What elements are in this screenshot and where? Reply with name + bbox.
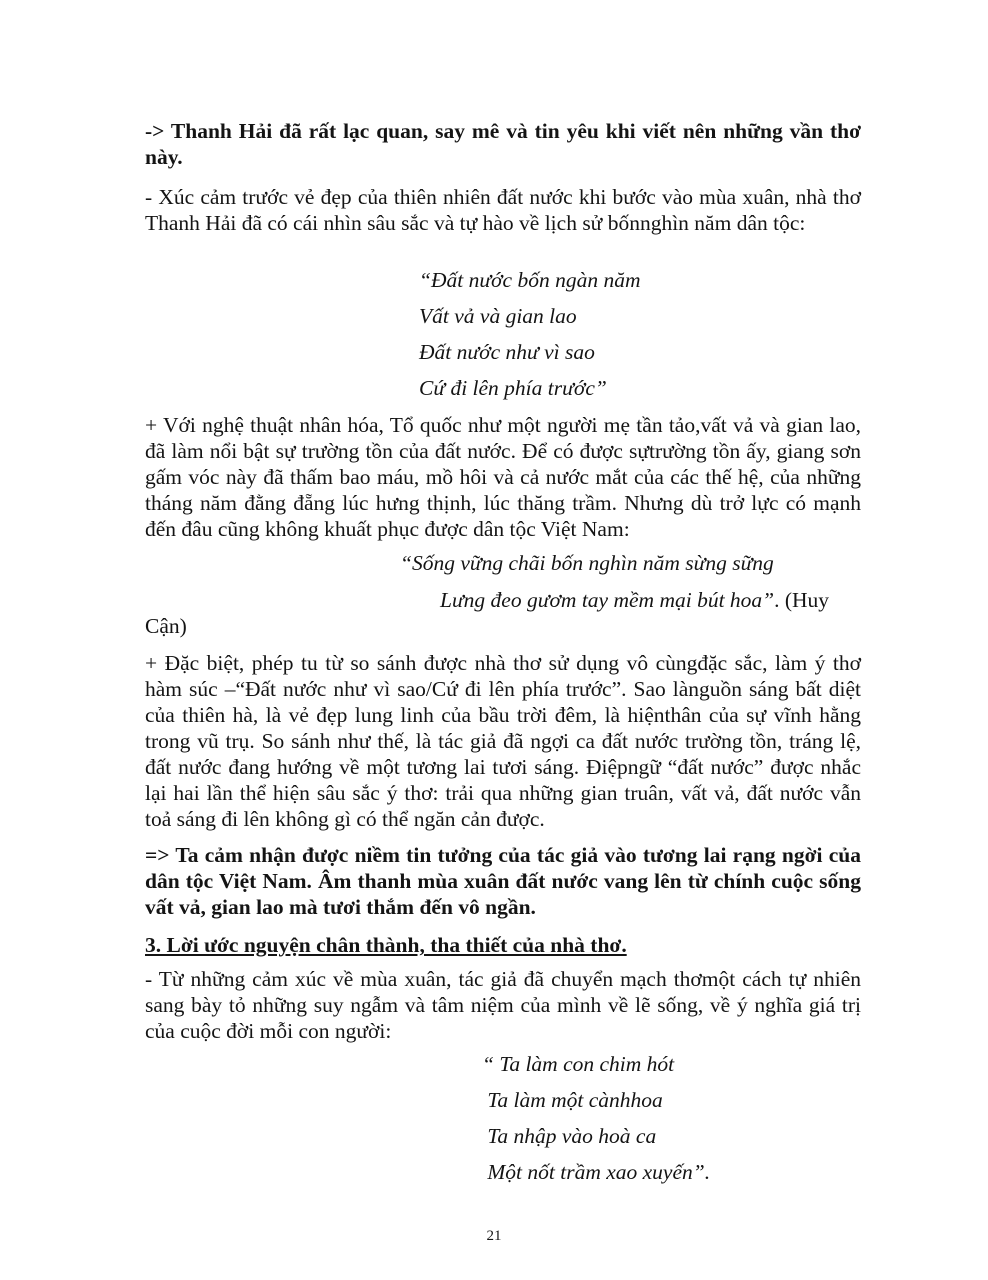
poem-line: Ta nhập vào hoà ca bbox=[482, 1124, 657, 1148]
section-heading-3: 3. Lời ước nguyện chân thành, tha thiết của nhà thơ. bbox=[145, 933, 627, 957]
quote-huy-can-line-2 bbox=[440, 587, 829, 613]
quote-text: Lưng đeo gươm tay mềm mại bút hoa” bbox=[440, 588, 775, 612]
quote-text: “Sống vững chãi bốn nghìn năm sừng sững bbox=[400, 551, 774, 575]
poem-dat-nuoc bbox=[419, 262, 640, 406]
paragraph-wish: - Từ những cảm xúc về mùa xuân, tác giả đã chuyển mạch thơmột cách tự nhiên sang bày tỏ những suy ngẫm và tâm niệm của mình về lẽ sống, về ý nghĩa giá trị của cuộc đời mỗi con người: bbox=[145, 967, 861, 1043]
poem-line: “Đất nước bốn ngàn năm bbox=[419, 268, 641, 292]
poem-line: Cứ đi lên phía trước” bbox=[419, 376, 607, 400]
quote-huy-can-line-3: Cận) bbox=[145, 614, 187, 638]
poem-ta-lam bbox=[482, 1046, 710, 1190]
conclusion-paragraph-1: -> Thanh Hải đã rất lạc quan, say mê và tin yêu khi viết nên những vần thơ này. bbox=[145, 119, 861, 169]
poem-line: Đất nước như vì sao bbox=[419, 340, 595, 364]
page-number: 21 bbox=[486, 1228, 502, 1244]
paragraph-intro-history: - Xúc cảm trước vẻ đẹp của thiên nhiên đất nước khi bước vào mùa xuân, nhà thơ Thanh Hải đã có cái nhìn sâu sắc và tự hào về lịch sử bốnnghìn năm dân tộc: bbox=[145, 185, 861, 235]
paragraph-personification: + Với nghệ thuật nhân hóa, Tổ quốc như một người mẹ tần tảo,vất vả và gian lao, đã làm nổi bật sự trường tồn của đất nước. Để có được sựtrường tồn ấy, giang sơn gấm vóc này đã thấm bao máu, mồ hôi và cả nước mắt của các thế hệ, của những tháng năm đằng đẵng lúc hưng thịnh, lúc thăng trầm. Nhưng dù trở lực có mạnh đến đâu cũng không khuất phục được dân tộc Việt Nam: bbox=[145, 413, 861, 541]
poem-line: “ Ta làm con chim hót bbox=[482, 1052, 675, 1076]
poem-line: Ta làm một cànhhoa bbox=[482, 1088, 663, 1112]
paragraph-comparison: + Đặc biệt, phép tu từ so sánh được nhà thơ sử dụng vô cùngđặc sắc, làm ý thơ hàm súc –“Đất nước như vì sao/Cứ đi lên phía trước”. Sao lànguồn sáng bất diệt của thiên hà, là vẻ đẹp lung linh của bầu trời đêm, là hiệnthân của sự vĩnh hằng trong vũ trụ. So sánh như thế, là tác giả đã ngợi ca đất nước trường tồn, tráng lệ, đất nước đang hướng về một tương lai tươi sáng. Điệpngữ “đất nước” được nhắc lại hai lần thể hiện sâu sắc ý thơ: trải qua những gian truân, vất vả, đất nước vẫn toả sáng đi lên không gì có thể ngăn cản được. bbox=[145, 651, 861, 831]
poem-line: Vất vả và gian lao bbox=[419, 304, 577, 328]
quote-attribution: . (Huy bbox=[774, 588, 830, 612]
poem-line: Một nốt trầm xao xuyến”. bbox=[482, 1160, 711, 1184]
quote-huy-can-line-1 bbox=[400, 550, 774, 576]
conclusion-paragraph-2: => Ta cảm nhận được niềm tin tưởng của tác giả vào tương lai rạng ngời của dân tộc Việt Nam. Âm thanh mùa xuân đất nước vang lên từ chính cuộc sống vất vả, gian lao mà tươi thắm đến vô ngần. bbox=[145, 843, 861, 919]
